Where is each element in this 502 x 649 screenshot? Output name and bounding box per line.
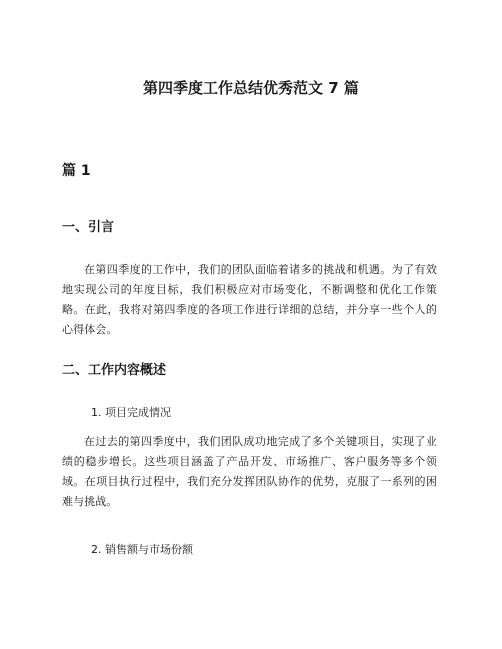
section-heading-work-overview: 二、工作内容概述 [62, 363, 167, 378]
project-completion-paragraph: 在过去的第四季度中，我们团队成功地完成了多个关键项目，实现了业绩的稳步增长。这些项目涵盖了产品开发、市场推广、客户服务等多个领域。在项目执行过程中，我们充分发挥团队协作的优势，克服了一系列的困难与挑战。 [62, 435, 437, 508]
subheading-sales-market-share: 2. 销售额与市场份额 [91, 543, 193, 556]
subheading-project-completion: 1. 项目完成情况 [91, 406, 171, 419]
part-heading: 篇 1 [62, 163, 91, 179]
introduction-paragraph: 在第四季度的工作中，我们的团队面临着诸多的挑战和机遇。为了有效地实现公司的年度目标，我们积极应对市场变化，不断调整和优化工作策略。在此，我将对第四季度的各项工作进行详细的总结，并分享一些个人的心得体会。 [62, 263, 437, 336]
document-title: 第四季度工作总结优秀范文 7 篇 [143, 79, 359, 97]
section-heading-introduction: 一、引言 [62, 220, 115, 235]
